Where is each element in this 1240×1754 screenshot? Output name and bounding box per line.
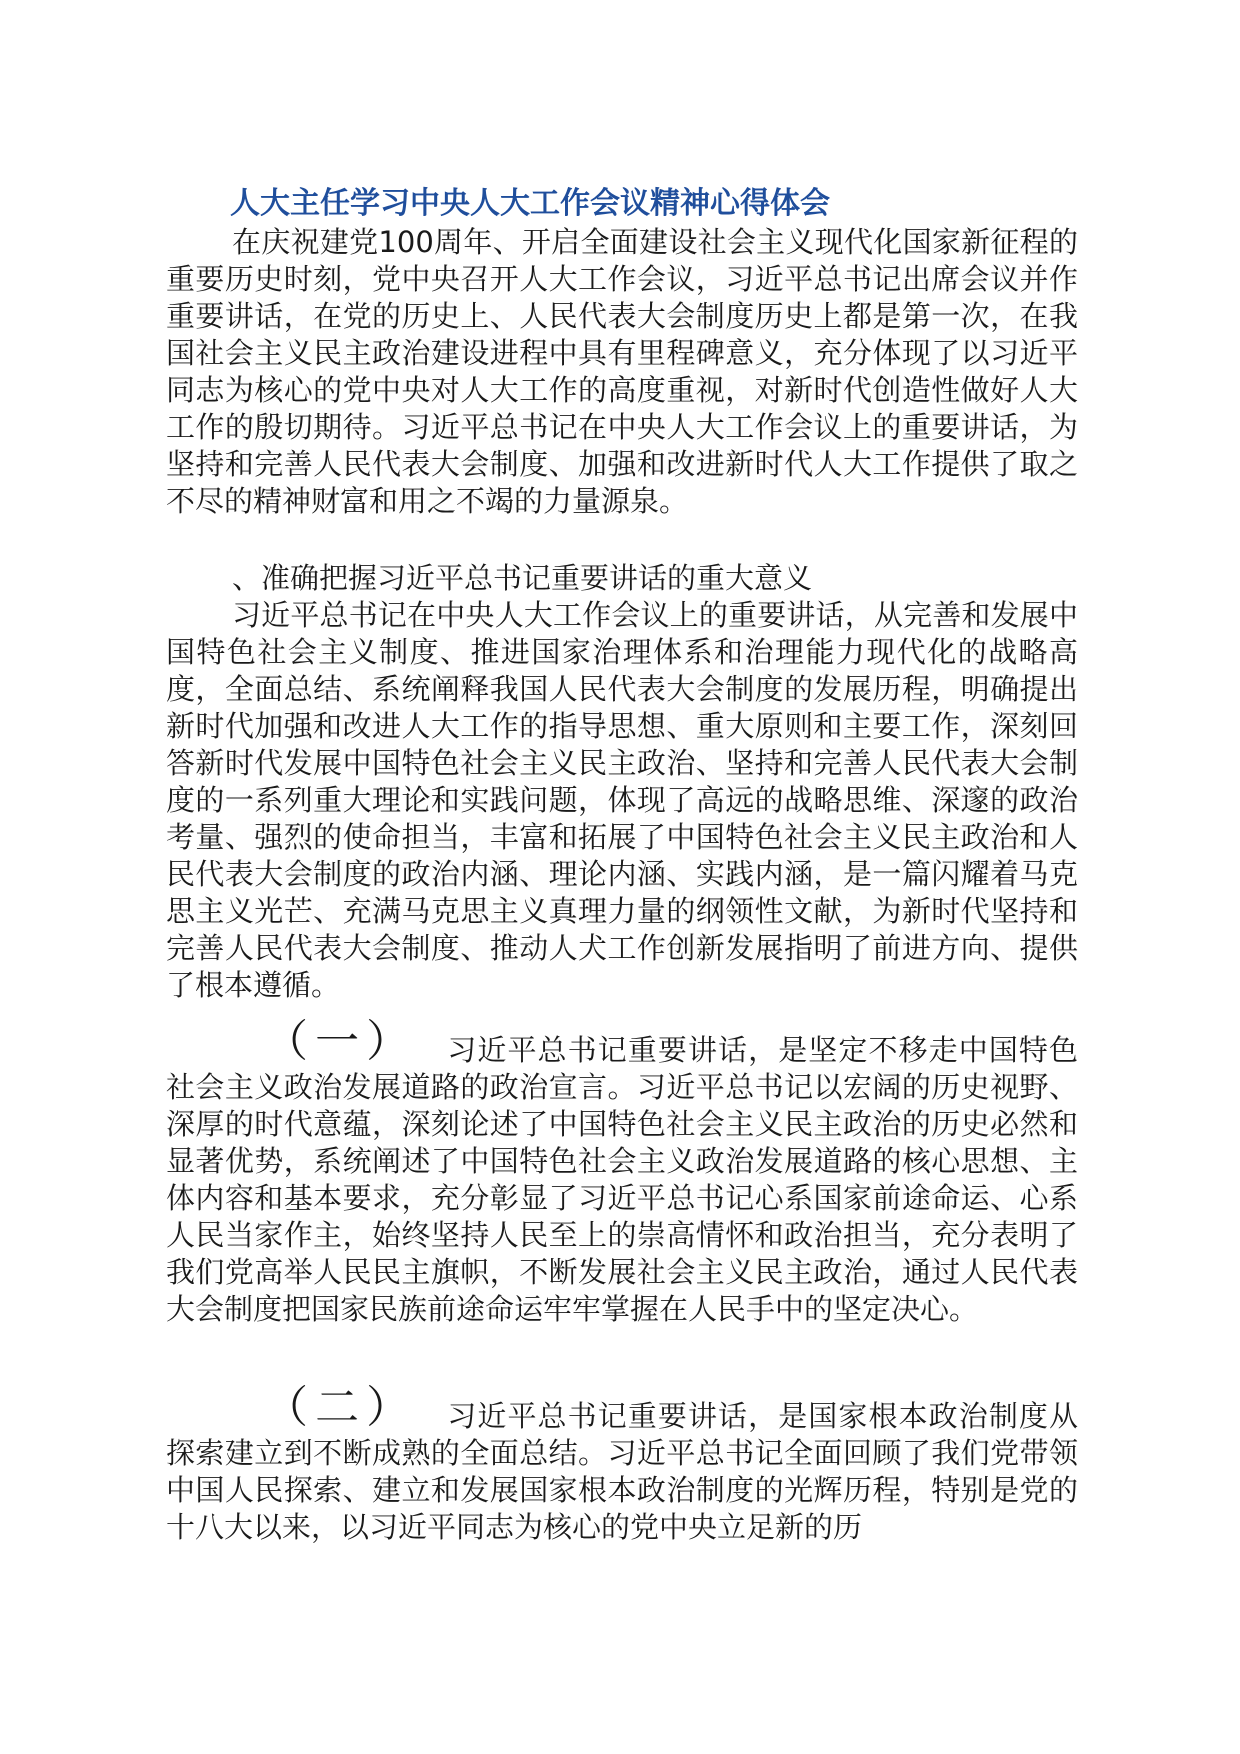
section-heading: 、准确把握习近平总书记重要讲话的重大意义: [232, 561, 813, 595]
subsection-2-paragraph: [166, 1382, 1078, 1546]
subsection-1-paragraph: [166, 1016, 1078, 1328]
subsection-2-text: 习近平总书记重要讲话，是国家根本政治制度从探索建立到不断成熟的全面总结。习近平总书记全面回顾了我们党带领中国人民探索、建立和发展国家根本政治制度的光辉历程，特别是党的十八大以来，以习近平同志为核心的党中央立足新的历: [166, 1399, 1078, 1544]
section-paragraph: 习近平总书记在中央人大工作会议上的重要讲话，从完善和发展中国特色社会主义制度、推进国家治理体系和治理能力现代化的战略高度，全面总结、系统阐释我国人民代表大会制度的发展历程，明确提出新时代加强和改进人大工作的指导思想、重大原则和主要工作，深刻回答新时代发展中国特色社会主义民主政治、坚持和完善人民代表大会制度的一系列重大理论和实践问题，体现了高远的战略思维、深邃的政治考量、强烈的使命担当，丰富和拓展了中国特色社会主义民主政治和人民代表大会制度的政治内涵、理论内涵、实践内涵，是一篇闪耀着马克思主义光芒、充满马克思主义真理力量的纲领性文献，为新时代坚持和完善人民代表大会制度、推动人犬工作创新发展指明了前进方向、提供了根本遵循。: [166, 598, 1078, 1002]
subsection-1-text: 习近平总书记重要讲话，是坚定不移走中国特色社会主义政治发展道路的政治宣言。习近平总书记以宏阔的历史视野、深厚的时代意蕴，深刻论述了中国特色社会主义民主政治的历史必然和显著优势，系统阐述了中国特色社会主义政治发展道路的核心思想、主体内容和基本要求，充分彰显了习近平总书记心系国家前途命运、心系人民当家作主，始终坚持人民至上的崇高情怀和政治担当，充分表明了我们党高举人民民主旗帜，不断发展社会主义民主政治，通过人民代表大会制度把国家民族前途命运牢牢掌握在人民手中的坚定决心。: [166, 1033, 1078, 1326]
subsection-1-numeral: （一）: [264, 1016, 418, 1067]
subsection-2-numeral: （二）: [264, 1382, 418, 1433]
document-title: 人大主任学习中央人大工作会议精神心得体会: [230, 186, 830, 221]
intro-paragraph: 在庆祝建党100周年、开启全面建设社会主义现代化国家新征程的重要历史时刻，党中央召开人大工作会议，习近平总书记出席会议并作重要讲话，在党的历史上、人民代表大会制度历史上都是第一次，在我国社会主义民主政治建设进程中具有里程碑意义，充分体现了以习近平同志为核心的党中央对人大工作的高度重视，对新时代创造性做好人大工作的殷切期待。习近平总书记在中央人大工作会议上的重要讲话，为坚持和完善人民代表大会制度、加强和改进新时代人大工作提供了取之不尽的精神财富和用之不竭的力量源泉。: [166, 225, 1078, 518]
